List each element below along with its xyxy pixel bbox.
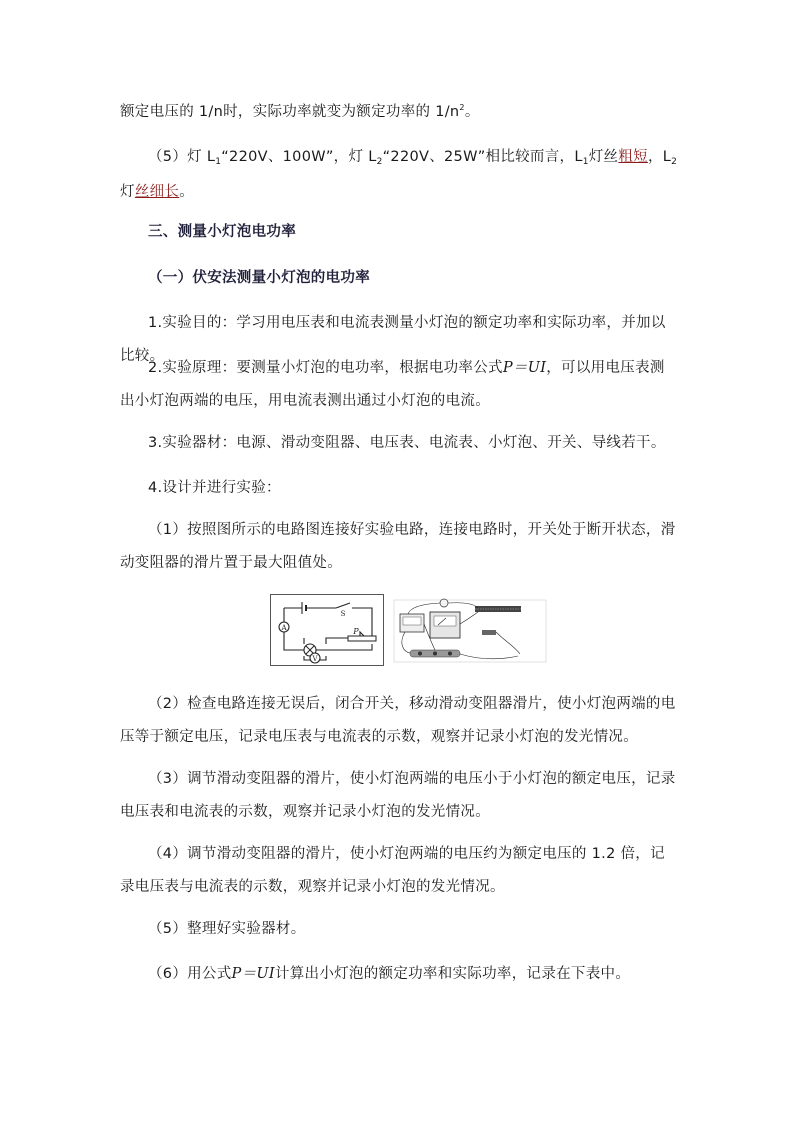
subsection-heading: （一）伏安法测量小灯泡的电功率 — [148, 270, 370, 286]
formula: P＝UI — [231, 966, 275, 982]
paragraph-power-ratio: 额定电压的 1/n时，实际功率就变为额定功率的 $1/n^2$。 — [120, 103, 480, 120]
voltmeter-label: V — [312, 655, 318, 663]
ammeter-label: A — [281, 624, 287, 632]
slider-label: P — [353, 627, 359, 636]
formula: P＝UI — [502, 360, 547, 376]
item-principle: 2.实验原理：要测量小灯泡的电功率，根据电功率公式P＝UI，可以用电压表测出小灯泡两端的电压，用电流表测出通过小灯泡的电流。 — [120, 360, 665, 409]
step-2: （2）检查电路连接无误后，闭合开关，移动滑动变阻器滑片，使小灯泡两端的电压等于额定电压，记录电压表与电流表的示数，观察并记录小灯泡的发光情况。 — [120, 696, 676, 745]
underline-thin-long: 丝细 — [134, 184, 165, 200]
step-1: （1）按照图所示的电路图连接好实验电路，连接电路时，开关处于断开状态，滑动变阻器的滑片置于最大阻值处。 — [120, 522, 676, 571]
item-equipment: 3.实验器材：电源、滑动变阻器、电压表、电流表、小灯泡、开关、导线若干。 — [148, 435, 666, 451]
underline-thick-short: 粗短 — [618, 149, 648, 165]
paragraph-lamp-comparison: （5）灯 $L_1“220V$、100W”，灯 $L_2“220V$、25W”相比较而言，$L_1$灯丝粗短，$L_2$灯丝细长。 — [120, 149, 678, 200]
step-6: （6）用公式P＝UI计算出小灯泡的额定功率和实际功率，记录在下表中。 — [148, 966, 631, 982]
circuit-diagram — [270, 594, 550, 666]
step-4: （4）调节滑动变阻器的滑片，使小灯泡两端的电压约为额定电压的 1.2 倍，记录电压表与电流表的示数，观察并记录小灯泡的发光情况。 — [120, 846, 665, 895]
step-5: （5）整理好实验器材。 — [148, 921, 306, 937]
experiment-figure — [270, 594, 550, 666]
step-3: （3）调节滑动变阻器的滑片，使小灯泡两端的电压小于小灯泡的额定电压，记录电压表和电流表的示数，观察并记录小灯泡的发光情况。 — [120, 771, 676, 820]
switch-label: S — [340, 610, 346, 618]
item-purpose: 1.实验目的：学习用电压表和电流表测量小灯泡的额定功率和实际功率，并加以比较。 — [120, 315, 666, 364]
item-procedure: 4.设计并进行实验： — [148, 480, 281, 496]
apparatus-picture — [394, 599, 546, 662]
section-heading: 三、测量小灯泡电功率 — [148, 224, 296, 240]
